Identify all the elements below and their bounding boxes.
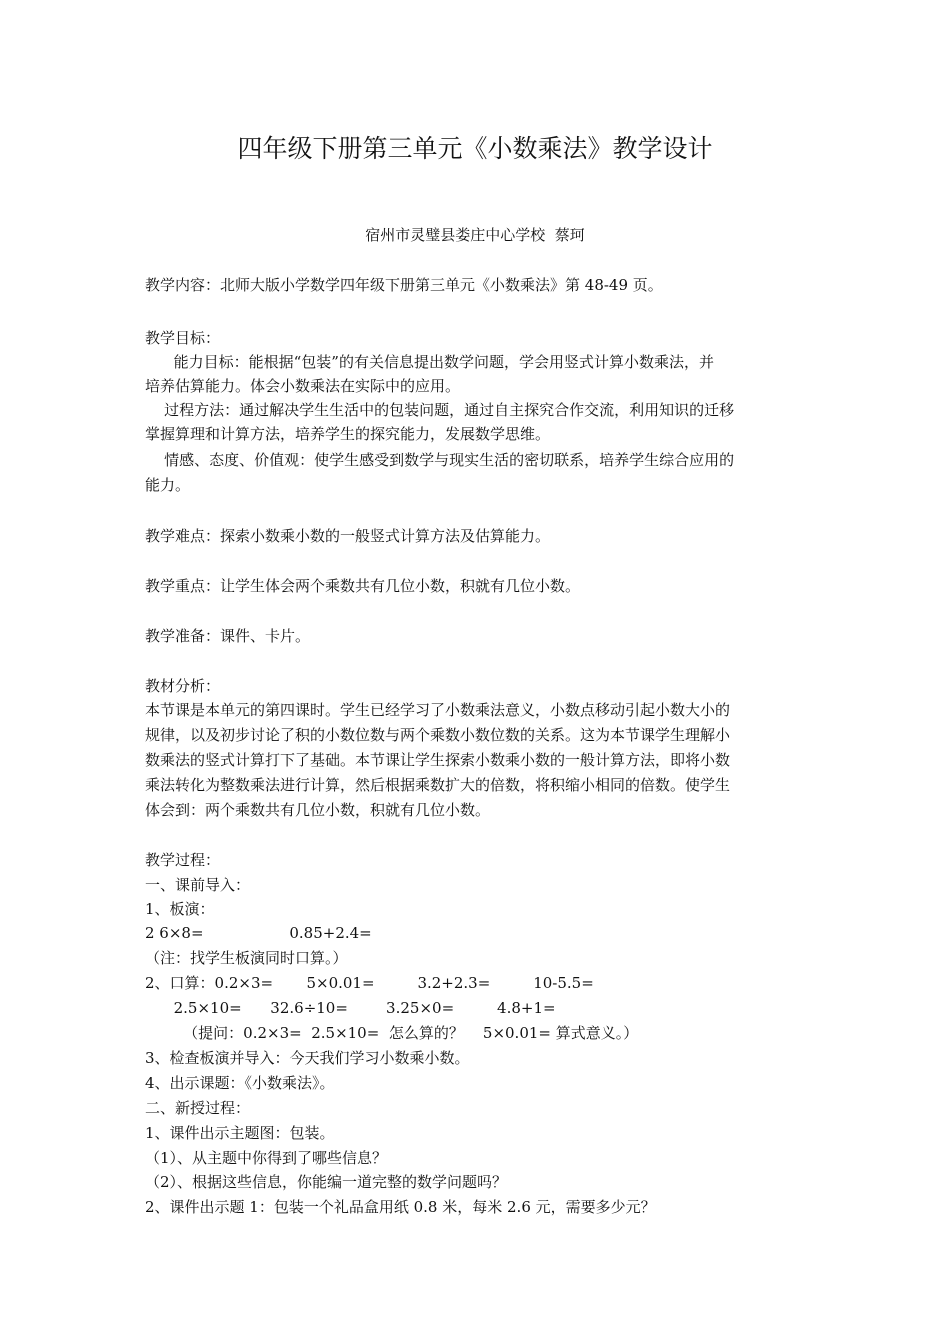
analysis-heading: 教材分析： (145, 677, 221, 695)
paragraph-line: 数乘法的竖式计算打下了基础。本节课让学生探索小数乘小数的一般计算方法，即将小数 (145, 751, 731, 769)
list-item: 2、课件出示题 1：包装一个礼品盒用纸 0.8 米，每米 2.6 元，需要多少元？ (145, 1198, 656, 1216)
paragraph-line: 规律，以及初步讨论了积的小数位数与两个乘数小数位数的关系。这为本节课学生理解小 (145, 726, 731, 744)
note-line: （提问：0.2×3= 2.5×10= 怎么算的？ 5×0.01= 算式意义。） (145, 1024, 639, 1042)
math-exercise-line: 2.5×10= 32.6÷10= 3.25×0= 4.8+1= (145, 999, 556, 1017)
objectives-heading: 教学目标： (145, 329, 221, 347)
list-item: 1、课件出示主题图：包装。 (145, 1124, 335, 1142)
list-item: 3、检查板演并导入：今天我们学习小数乘小数。 (145, 1049, 470, 1067)
paragraph-line: 能力目标：能根据“包装”的有关信息提出数学问题，学会用竖式计算小数乘法，并 (145, 353, 714, 371)
preparation-line: 教学准备：课件、卡片。 (145, 627, 311, 645)
math-exercise-line: 2 6×8= 0.85+2.4= (145, 924, 372, 942)
paragraph-line: 培养估算能力。体会小数乘法在实际中的应用。 (145, 377, 461, 395)
paragraph-line: 过程方法：通过解决学生生活中的包装问题，通过自主探究合作交流，利用知识的迁移 (145, 401, 735, 419)
paragraph-line: 本节课是本单元的第四课时。学生已经学习了小数乘法意义，小数点移动引起小数大小的 (145, 701, 731, 719)
list-item: （2）、根据这些信息，你能编一道完整的数学问题吗？ (145, 1173, 508, 1191)
difficulty-line: 教学难点：探索小数乘小数的一般竖式计算方法及估算能力。 (145, 527, 551, 545)
list-item: 4、出示课题：《小数乘法》。 (145, 1074, 335, 1092)
paragraph-line: 情感、态度、价值观：使学生感受到数学与现实生活的密切联系，培养学生综合应用的 (145, 451, 735, 469)
section-heading: 一、课前导入： (145, 876, 251, 894)
paragraph-line: 掌握算理和计算方法，培养学生的探究能力，发展数学思维。 (145, 425, 551, 443)
paragraph-line: 体会到：两个乘数共有几位小数，积就有几位小数。 (145, 801, 491, 819)
note-line: （注：找学生板演同时口算。） (145, 949, 348, 967)
list-item: （1）、从主题中你得到了哪些信息？ (145, 1149, 388, 1167)
section-heading: 二、新授过程： (145, 1099, 251, 1117)
paragraph-line: 乘法转化为整数乘法进行计算，然后根据乘数扩大的倍数，将积缩小相同的倍数。使学生 (145, 776, 731, 794)
list-item: 1、板演： (145, 900, 215, 918)
author-line: 宿州市灵璧县娄庄中心学校 蔡珂 (365, 226, 585, 244)
teaching-content: 教学内容：北师大版小学数学四年级下册第三单元《小数乘法》第 48-49 页。 (145, 276, 663, 294)
math-exercise-line: 2、口算：0.2×3= 5×0.01= 3.2+2.3= 10-5.5= (145, 974, 594, 992)
process-heading: 教学过程： (145, 851, 221, 869)
document-title: 四年级下册第三单元《小数乘法》教学设计 (237, 134, 713, 163)
key-point-line: 教学重点：让学生体会两个乘数共有几位小数，积就有几位小数。 (145, 577, 581, 595)
paragraph-line: 能力。 (145, 476, 191, 494)
